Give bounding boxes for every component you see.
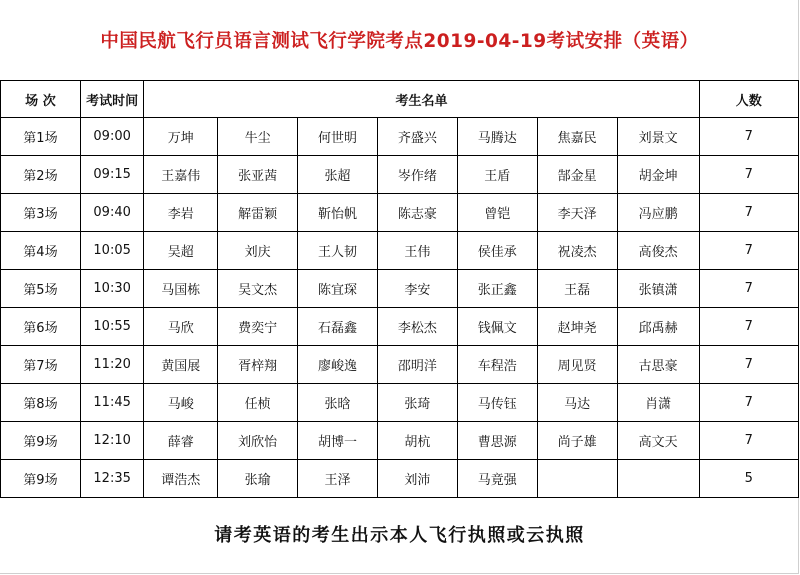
time-cell: 09:40 — [80, 194, 144, 232]
header-count: 人数 — [699, 81, 798, 118]
time-cell: 10:55 — [80, 308, 144, 346]
schedule-table — [0, 80, 799, 498]
time-cell: 10:05 — [80, 232, 144, 270]
candidate-name-cell: 张晗 — [298, 384, 378, 422]
candidate-name-cell: 马欣 — [144, 308, 218, 346]
candidate-name-cell: 李天泽 — [537, 194, 617, 232]
candidate-name-cell: 陈志豪 — [377, 194, 457, 232]
candidate-name-cell: 陈宜琛 — [298, 270, 378, 308]
table-row — [1, 194, 799, 232]
candidate-name-cell: 车程浩 — [457, 346, 537, 384]
count-cell: 7 — [699, 156, 798, 194]
candidate-name-cell: 焦嘉民 — [537, 118, 617, 156]
candidate-name-cell: 谭浩杰 — [144, 460, 218, 498]
candidate-name-cell: 任桢 — [218, 384, 298, 422]
candidate-name-cell: 侯佳承 — [457, 232, 537, 270]
candidate-name-cell: 刘庆 — [218, 232, 298, 270]
candidate-name-cell: 黄国展 — [144, 346, 218, 384]
candidate-name-cell: 张超 — [298, 156, 378, 194]
candidate-name-cell: 石磊鑫 — [298, 308, 378, 346]
candidate-name-cell — [537, 460, 617, 498]
time-cell: 11:45 — [80, 384, 144, 422]
page-title: 中国民航飞行员语言测试飞行学院考点2019-04-19考试安排（英语） — [100, 31, 699, 52]
footer-note-row — [0, 495, 799, 573]
table-row — [1, 422, 799, 460]
session-cell: 第3场 — [1, 194, 81, 232]
candidate-name-cell: 岑作绪 — [377, 156, 457, 194]
candidate-name-cell: 吴超 — [144, 232, 218, 270]
candidate-name-cell: 张正鑫 — [457, 270, 537, 308]
candidate-name-cell: 邵明洋 — [377, 346, 457, 384]
candidate-name-cell: 马达 — [537, 384, 617, 422]
candidate-name-cell: 王嘉伟 — [144, 156, 218, 194]
candidate-name-cell: 薛睿 — [144, 422, 218, 460]
candidate-name-cell: 赵坤尧 — [537, 308, 617, 346]
time-cell: 09:00 — [80, 118, 144, 156]
session-cell: 第6场 — [1, 308, 81, 346]
candidate-name-cell: 李安 — [377, 270, 457, 308]
candidate-name-cell: 马竟强 — [457, 460, 537, 498]
table-row — [1, 156, 799, 194]
candidate-name-cell: 靳怡帆 — [298, 194, 378, 232]
candidate-name-cell: 费奕宁 — [218, 308, 298, 346]
table-row — [1, 460, 799, 498]
candidate-name-cell: 古思豪 — [617, 346, 699, 384]
count-cell: 7 — [699, 118, 798, 156]
candidate-name-cell: 何世明 — [298, 118, 378, 156]
count-cell: 7 — [699, 308, 798, 346]
candidate-name-cell: 胡博一 — [298, 422, 378, 460]
candidate-name-cell: 尚子雄 — [537, 422, 617, 460]
candidate-name-cell: 李松杰 — [377, 308, 457, 346]
count-cell: 7 — [699, 422, 798, 460]
header-row — [1, 81, 799, 118]
count-cell: 7 — [699, 346, 798, 384]
time-cell: 11:20 — [80, 346, 144, 384]
table-row — [1, 384, 799, 422]
candidate-name-cell: 冯应鹏 — [617, 194, 699, 232]
candidate-name-cell: 马国栋 — [144, 270, 218, 308]
candidate-name-cell: 马腾达 — [457, 118, 537, 156]
time-cell: 12:10 — [80, 422, 144, 460]
count-cell: 7 — [699, 270, 798, 308]
table-row — [1, 270, 799, 308]
header-session: 场 次 — [1, 81, 81, 118]
candidate-name-cell: 马传钰 — [457, 384, 537, 422]
session-cell: 第8场 — [1, 384, 81, 422]
time-cell: 10:30 — [80, 270, 144, 308]
table-row — [1, 346, 799, 384]
title-row — [0, 0, 799, 81]
candidate-name-cell: 曹思源 — [457, 422, 537, 460]
session-cell: 第4场 — [1, 232, 81, 270]
candidate-name-cell: 张琦 — [377, 384, 457, 422]
candidate-name-cell: 肖潇 — [617, 384, 699, 422]
header-time: 考试时间 — [80, 81, 144, 118]
count-cell: 7 — [699, 232, 798, 270]
table-row — [1, 118, 799, 156]
candidate-name-cell: 高俊杰 — [617, 232, 699, 270]
candidate-name-cell: 马峻 — [144, 384, 218, 422]
session-cell: 第5场 — [1, 270, 81, 308]
candidate-name-cell: 胡金坤 — [617, 156, 699, 194]
footer-note: 请考英语的考生出示本人飞行执照或云执照 — [214, 525, 585, 546]
table-row — [1, 308, 799, 346]
candidate-name-cell: 王磊 — [537, 270, 617, 308]
candidate-name-cell: 张亚茜 — [218, 156, 298, 194]
header-names: 考生名单 — [144, 81, 699, 118]
count-cell: 7 — [699, 384, 798, 422]
time-cell: 12:35 — [80, 460, 144, 498]
candidate-name-cell: 万坤 — [144, 118, 218, 156]
session-cell: 第1场 — [1, 118, 81, 156]
table-row — [1, 232, 799, 270]
count-cell: 7 — [699, 194, 798, 232]
session-cell: 第9场 — [1, 422, 81, 460]
candidate-name-cell: 牛尘 — [218, 118, 298, 156]
session-cell: 第7场 — [1, 346, 81, 384]
count-cell: 5 — [699, 460, 798, 498]
session-cell: 第9场 — [1, 460, 81, 498]
candidate-name-cell: 郜金星 — [537, 156, 617, 194]
candidate-name-cell: 祝凌杰 — [537, 232, 617, 270]
candidate-name-cell: 张瑜 — [218, 460, 298, 498]
candidate-name-cell: 曾铠 — [457, 194, 537, 232]
candidate-name-cell: 钱佩文 — [457, 308, 537, 346]
candidate-name-cell: 王泽 — [298, 460, 378, 498]
candidate-name-cell: 胥梓翔 — [218, 346, 298, 384]
candidate-name-cell: 廖峻逸 — [298, 346, 378, 384]
candidate-name-cell: 吴文杰 — [218, 270, 298, 308]
candidate-name-cell: 周见贤 — [537, 346, 617, 384]
candidate-name-cell: 解雷颖 — [218, 194, 298, 232]
candidate-name-cell: 李岩 — [144, 194, 218, 232]
candidate-name-cell — [617, 460, 699, 498]
session-cell: 第2场 — [1, 156, 81, 194]
candidate-name-cell: 刘沛 — [377, 460, 457, 498]
time-cell: 09:15 — [80, 156, 144, 194]
candidate-name-cell: 王盾 — [457, 156, 537, 194]
candidate-name-cell: 刘欣怡 — [218, 422, 298, 460]
candidate-name-cell: 胡杭 — [377, 422, 457, 460]
candidate-name-cell: 齐盛兴 — [377, 118, 457, 156]
candidate-name-cell: 张镇潇 — [617, 270, 699, 308]
candidate-name-cell: 邱禹赫 — [617, 308, 699, 346]
candidate-name-cell: 高文天 — [617, 422, 699, 460]
candidate-name-cell: 王伟 — [377, 232, 457, 270]
candidate-name-cell: 王人韧 — [298, 232, 378, 270]
candidate-name-cell: 刘景文 — [617, 118, 699, 156]
